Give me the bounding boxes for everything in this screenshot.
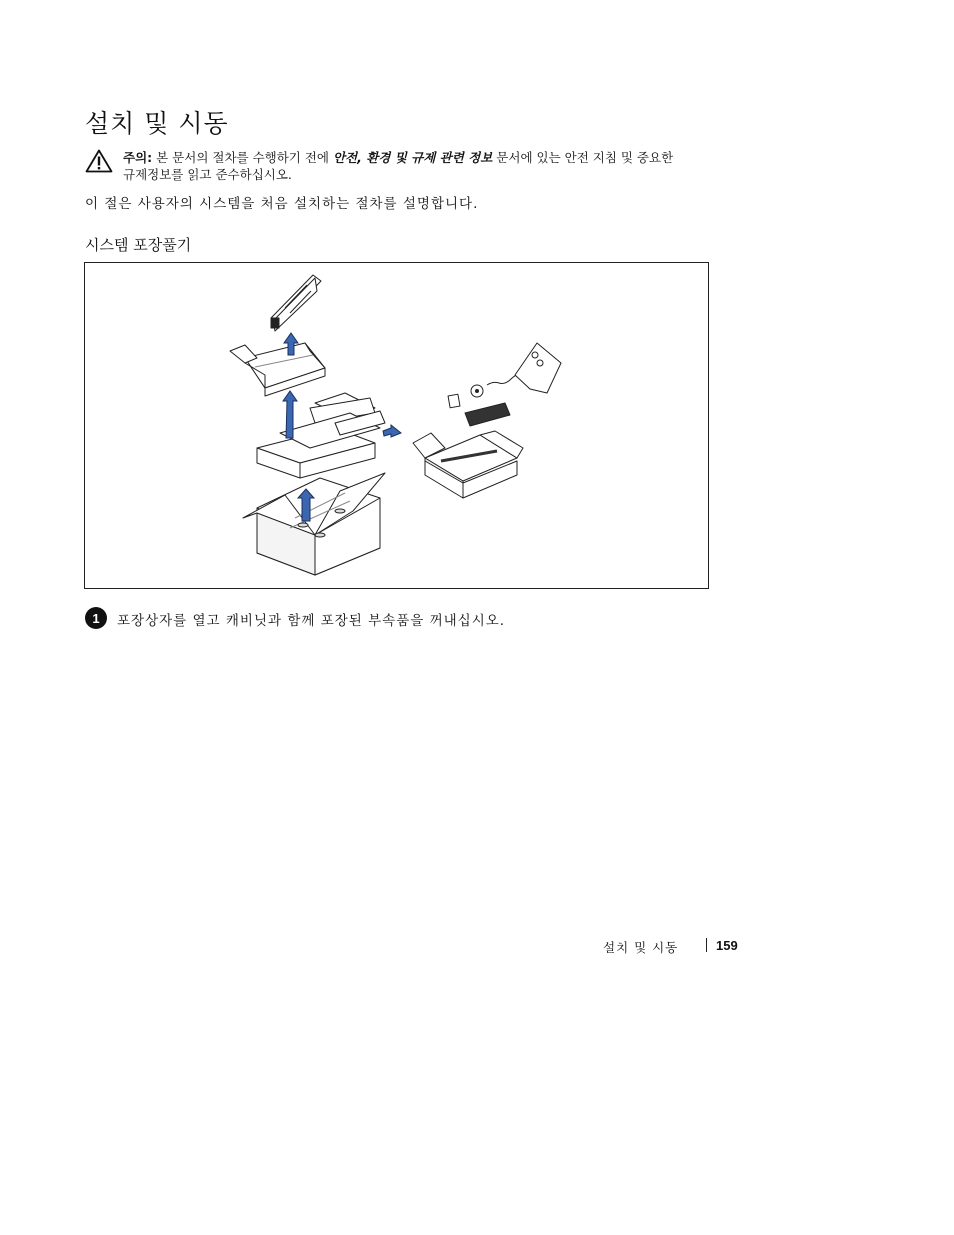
caution-reference-title: 안전, 환경 및 규제 관련 정보	[332, 150, 493, 165]
section-heading: 시스템 포장풀기	[85, 236, 192, 254]
page-title: 설치 및 시동	[85, 109, 229, 138]
rail-box-drawing	[230, 343, 325, 396]
caution-label: 주의:	[123, 150, 153, 165]
warning-triangle-icon	[85, 149, 113, 173]
unpacking-illustration	[84, 262, 709, 589]
step-number-badge: 1	[85, 607, 107, 629]
caution-text-line2: 규제정보를 읽고 준수하십시오.	[123, 167, 292, 182]
caution-text-after: 문서에 있는 안전 지침 및 중요한	[492, 150, 674, 165]
step-text: 포장상자를 열고 캐비닛과 함께 포장된 부속품을 꺼내십시오.	[117, 613, 506, 629]
caution-text	[123, 149, 763, 183]
arrow-right	[383, 425, 401, 437]
footer-section-title: 설치 및 시동	[603, 940, 679, 955]
cabinet-shipping-box-drawing	[243, 473, 385, 575]
rail-kit-drawing	[271, 275, 321, 331]
page-number: 159	[716, 938, 738, 953]
caution-text-before: 본 문서의 절차를 수행하기 전에	[152, 150, 333, 165]
accessory-box-drawing	[413, 431, 523, 498]
cabinet-foam-drawing	[257, 393, 385, 478]
footer-divider	[706, 938, 707, 952]
accessories-drawing	[448, 343, 561, 426]
intro-paragraph: 이 절은 사용자의 시스템을 처음 설치하는 절차를 설명합니다.	[85, 196, 479, 212]
unpacking-diagram	[85, 263, 708, 588]
